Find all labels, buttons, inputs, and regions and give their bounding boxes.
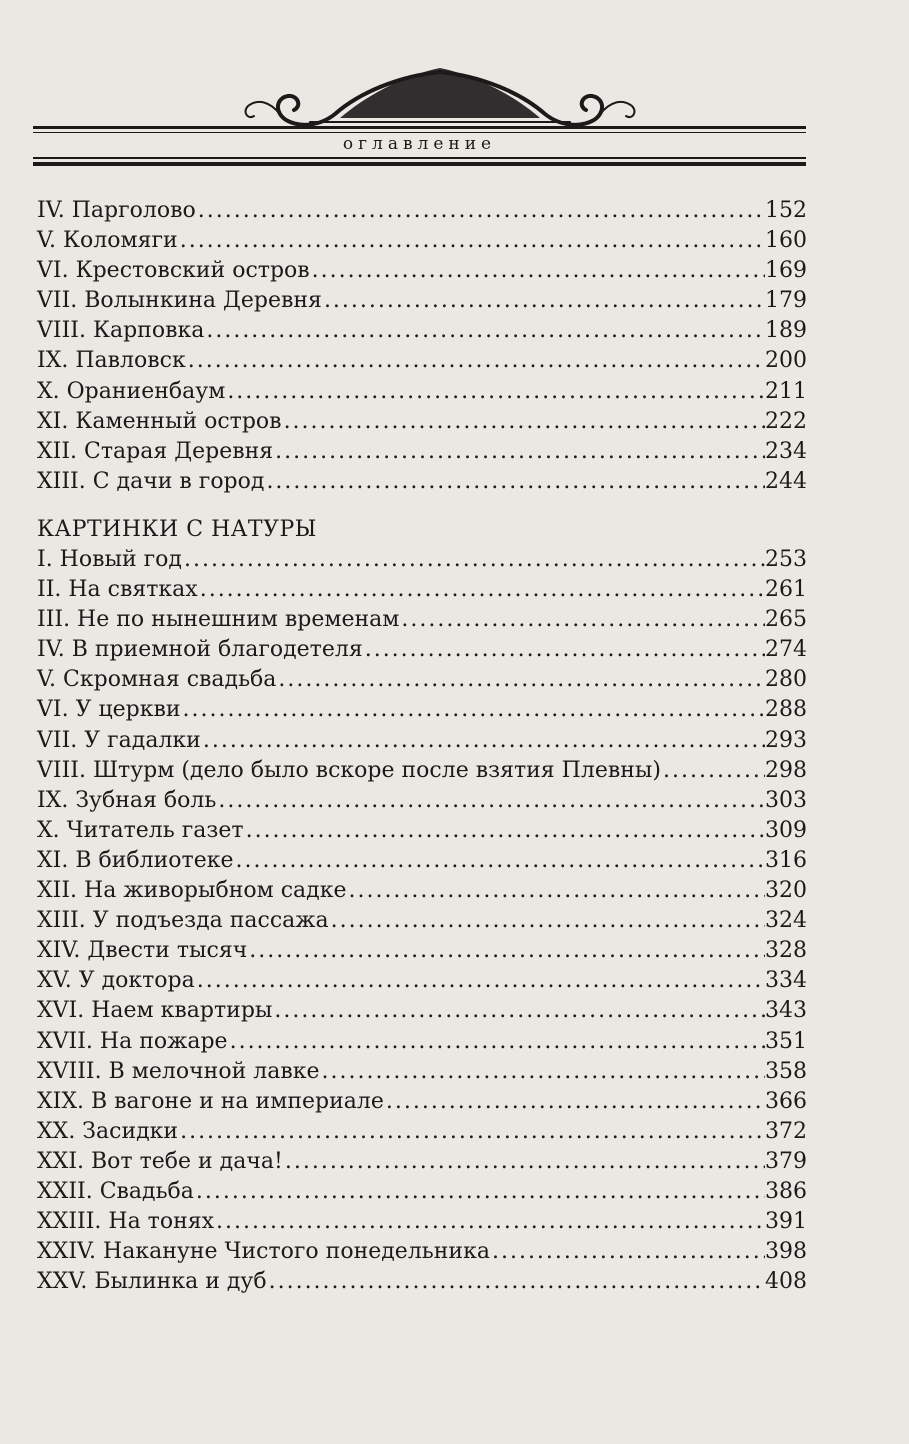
toc-entry: XXIII. На тонях ..... 391	[37, 1207, 807, 1237]
section-title: КАРТИНКИ С НАТУРЫ	[37, 517, 317, 542]
toc-entry: XXI. Вот тебе и дача! ..... 379	[37, 1147, 807, 1177]
ornament-flourish-icon	[240, 62, 640, 134]
toc-entry: XI. В библиотеке ..... 316	[37, 846, 807, 876]
toc-entry: VI. Крестовский остров ..... 169	[37, 256, 807, 286]
toc-entry: III. Не по нынешним временам ..... 265	[37, 605, 807, 635]
toc-part2	[37, 515, 807, 1297]
toc-entry: XXII. Свадьба ..... 386	[37, 1177, 807, 1207]
toc-entry: IV. Парголово ..... 152	[37, 196, 807, 226]
toc-entry: X. Читатель газет ..... 309	[37, 816, 807, 846]
toc-entry: XV. У доктора ..... 334	[37, 966, 807, 996]
header-rule-bottom	[33, 162, 806, 166]
running-header: оглавление	[342, 134, 497, 154]
toc-entry: XXIV. Накануне Чистого понедельника ..... 398	[37, 1237, 807, 1267]
toc-entry: XIV. Двести тысяч ..... 328	[37, 936, 807, 966]
toc-entry: IX. Павловск ..... 200	[37, 346, 807, 376]
toc-part1	[37, 196, 807, 497]
toc-entry: V. Скромная свадьба ..... 280	[37, 665, 807, 695]
header-rule-top	[33, 126, 806, 129]
toc-entry: VIII. Карповка ..... 189	[37, 316, 807, 346]
toc-entry: X. Ораниенбаум ..... 211	[37, 377, 807, 407]
toc-entry: VIII. Штурм (дело было вскоре после взятия Плевны) ..... 298	[37, 756, 807, 786]
toc-entry: V. Коломяги ..... 160	[37, 226, 807, 256]
toc-entry: XVII. На пожаре ..... 351	[37, 1027, 807, 1057]
toc-entry: XI. Каменный остров ..... 222	[37, 407, 807, 437]
toc-entry: XII. Старая Деревня ..... 234	[37, 437, 807, 467]
toc-entry: IV. В приемной благодетеля ..... 274	[37, 635, 807, 665]
toc-entry: I. Новый год ..... 253	[37, 545, 807, 575]
toc-entry: XVI. Наем квартиры ..... 343	[37, 996, 807, 1026]
toc-entry: XIII. С дачи в город ..... 244	[37, 467, 807, 497]
toc-entry: XIX. В вагоне и на империале ..... 366	[37, 1087, 807, 1117]
toc-entry: VI. У церкви ..... 288	[37, 695, 807, 725]
toc-entry: XXV. Былинка и дуб ..... 408	[37, 1267, 807, 1297]
toc-entry: XX. Засидки ..... 372	[37, 1117, 807, 1147]
header-rule-top-thin	[33, 132, 806, 133]
toc-entry: XII. На живорыбном садке ..... 320	[37, 876, 807, 906]
toc-entry: II. На святках ..... 261	[37, 575, 807, 605]
toc-entry: IX. Зубная боль ..... 303	[37, 786, 807, 816]
header-rule-bottom-thin	[33, 157, 806, 159]
toc-entry: XIII. У подъезда пассажа ..... 324	[37, 906, 807, 936]
toc-entry: VII. Волынкина Деревня ..... 179	[37, 286, 807, 316]
toc-entry: XVIII. В мелочной лавке ..... 358	[37, 1057, 807, 1087]
toc-entry: VII. У гадалки ..... 293	[37, 726, 807, 756]
